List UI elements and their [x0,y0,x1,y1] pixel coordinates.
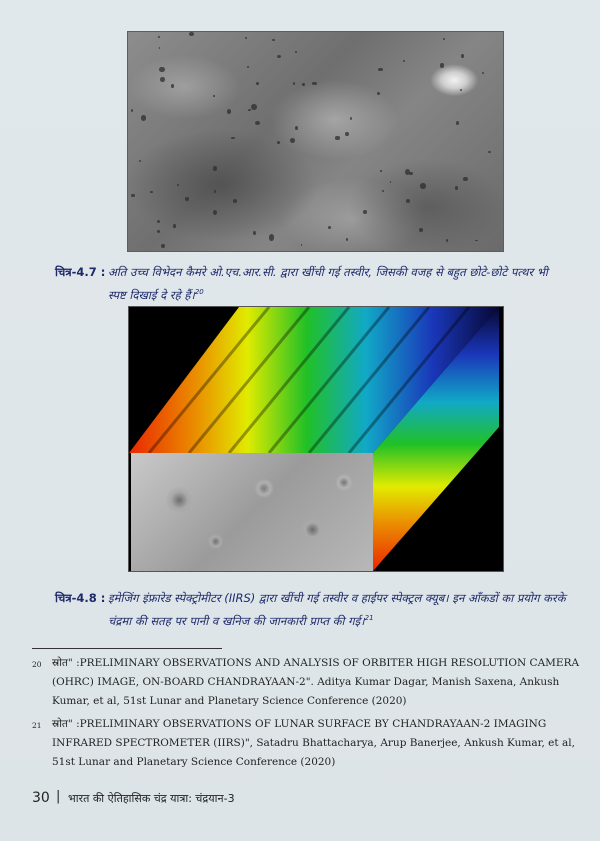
rock-speck [141,115,146,120]
rock-speck [302,83,304,86]
figure-caption [55,262,575,304]
rock-speck [293,82,295,85]
rock-speck [213,95,215,97]
footnote-divider [32,648,222,649]
footnote-number: 20 [32,660,42,669]
book-title: भारत की ऐतिहासिक चंद्र यात्रा: चंद्रयान-3 [68,792,235,805]
rock-speck [405,169,410,175]
rock-speck [363,210,367,215]
rock-speck [290,138,295,143]
rock-speck [406,199,410,203]
rock-speck [295,51,297,53]
rock-speck [131,109,134,112]
figure-caption [55,588,595,630]
rock-speck [403,60,406,62]
rock-speck [214,190,216,192]
rock-speck [312,82,316,85]
rock-speck [213,210,217,215]
hyperspectral-cube-image [128,306,504,572]
rock-speck [420,183,425,189]
rock-speck [171,84,174,88]
rock-speck [463,177,467,181]
rock-speck [295,126,298,130]
rock-speck [269,234,274,240]
rock-speck [380,170,382,172]
caption-text: इमेजिंग इंफ्रारेड स्पेक्ट्रोमीटर (IIRS) द्वारा खींची गई तस्वीर व हाईपर स्पेक्ट्रल क्यूब। इन आँकडों का प्रयोग करके चंद्रमा की सतह पर पानी व खनिज की जानकारी प्राप्त की गई। [108,591,566,628]
figure-label: चित्र-4.7 : [55,265,106,279]
rock-speck [488,151,491,153]
caption-text: अति उच्च विभेदन कैमरे ओ.एच.आर.सी. द्वारा खींची गई तस्वीर, जिसकी वजह से बहुत छोटे-छोटे पत्थर भी स्पष्ट दिखाई दे रहे हैं। [108,265,548,302]
rock-speck [482,72,484,74]
rock-speck [475,240,477,242]
footer-separator: | [56,789,61,804]
rock-speck [159,67,164,72]
rock-speck [157,220,160,223]
footnote [32,654,580,714]
rock-speck [328,226,331,229]
rock-speck [157,230,160,233]
page-number: 30 [32,790,50,806]
rock-speck [419,228,422,232]
rock-speck [185,197,189,200]
rock-speck [245,37,247,39]
rock-speck [159,47,161,49]
rock-speck [346,238,348,240]
rock-speck [390,181,392,182]
rock-speck [446,239,449,242]
figure-label: चित्र-4.8 : [55,591,106,605]
rock-speck [247,66,250,68]
footnote-number: 21 [32,721,42,730]
page-footer [32,790,552,812]
rock-speck [131,194,134,197]
footnote-ref: 20 [194,288,204,296]
rock-speck [272,39,275,42]
rock-speck [461,54,464,57]
rock-speck [160,77,165,81]
rock-speck [256,82,260,85]
rock-speck [455,186,459,189]
rock-speck [139,160,141,162]
rock-speck [345,132,348,136]
rock-speck [253,231,256,235]
rock-speck [460,89,462,91]
rock-speck [382,190,384,192]
rock-speck [227,109,231,114]
footnote-text: स्रोत" :PRELIMINARY OBSERVATIONS AND ANALYSIS OF ORBITER HIGH RESOLUTION CAMERA (OHRC) IMAGE, ON-BOARD CHANDRAYAAN-2". Aditya Kumar Dagar, Manish Saxena, Ankush Kumar, et al, 51st Lunar and Planetary Science Conference (2020) [52,657,580,707]
rock-speck [277,55,281,58]
rock-speck [231,137,234,140]
lunar-surface-face [131,453,373,571]
rock-speck [440,63,444,67]
footnote-text: स्रोत" :PRELIMINARY OBSERVATIONS OF LUNAR SURFACE BY CHANDRAYAAN-2 IMAGING INFRARED SPECTROMETER (IIRS)", Satadru Bhattacharya, Arup Banerjee, Ankush Kumar, et al, 51st Lunar and Planetary Science Conference (2020) [52,718,575,768]
rock-speck [177,184,180,187]
rock-speck [378,68,382,71]
rock-speck [161,244,165,248]
rock-speck [377,92,380,95]
footnote-ref: 21 [364,614,374,622]
rock-speck [255,121,260,125]
footnote [32,715,577,775]
rock-speck [173,224,177,227]
lunar-surface-image [127,31,504,252]
rock-speck [443,38,445,40]
rock-speck [456,121,459,125]
rock-speck [335,136,339,139]
rock-speck [350,117,353,120]
rock-speck [251,104,256,110]
rock-speck [189,32,194,36]
rock-speck [277,141,280,144]
rock-speck [301,244,303,246]
rock-speck [213,166,217,170]
rock-speck [158,36,160,38]
rock-speck [233,199,237,203]
rock-speck [150,191,153,193]
